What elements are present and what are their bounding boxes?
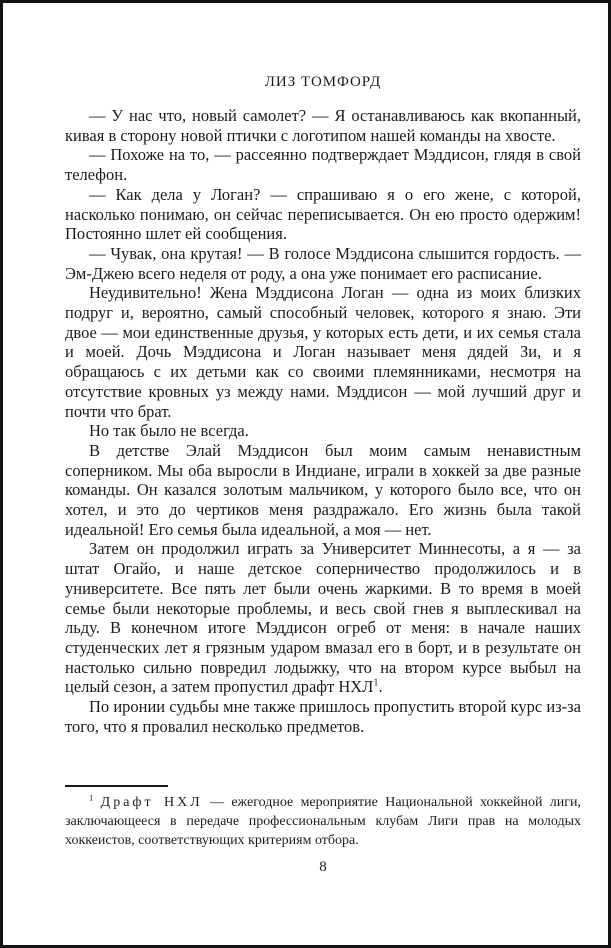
text-segment: — ежегодное мероприятие Национальной хоккейной лиги, заключающееся в передаче профессиональным клубам Лиги прав на молодых хоккеистов, соответствующих критериям отбора. (65, 795, 581, 848)
text-segment: — Как дела у Логан? — спрашиваю я о его жене, с которой, насколько понимаю, он сейчас переписывается. Он ею просто одержим! Постоянно шлет ей сообщения. (65, 184, 581, 244)
paragraph (65, 539, 581, 697)
text-segment: Затем он продолжил играть за Университет Миннесоты, а я — за штат Огайо, и наше детское соперничество продолжилось и в университете. Все пять лет были очень жаркими. В то время в моей семье были некоторые проблемы, и весь свой гнев я выплескивал на льду. В конечном итоге Мэддисон огреб от меня: в начале наших студенческих лет я грязным ударом вмазал его в борт, и в результате он настолько сильно повредил лодыжку, что на втором курсе выбыл на целый сезон, а затем пропустил драфт НХЛ (65, 539, 581, 697)
footnote-marker: 1 (373, 677, 379, 689)
paragraph (65, 244, 581, 283)
footnote-separator (65, 785, 168, 787)
text-segment: . (378, 677, 383, 697)
page-number: 8 (319, 859, 327, 875)
text-segment (93, 795, 100, 810)
body-text (65, 106, 581, 737)
paragraph (65, 145, 581, 184)
paragraph (65, 185, 581, 244)
text-segment: — Чувак, она крутая! — В голосе Мэддисона слышится гордость. — Эм-Джею всего неделя от роду, а она уже понимает его расписание. (65, 243, 581, 283)
paragraph (65, 106, 581, 145)
text-segment: Неудивительно! Жена Мэддисона Логан — одна из моих близких подруг и, вероятно, самый способный человек, которого я знаю. Эти двое — мои единственные друзья, у которых есть дети, и их семья стала и моей. Дочь Мэддисона и Логан называет меня дядей Зи, и я обращаюсь с их детьми как со своими племянниками, несмотря на отсутствие кровных уз между нами. Мэддисон — мой лучший друг и почти что брат. (65, 283, 581, 421)
paragraph (65, 697, 581, 736)
footnote (65, 793, 581, 850)
text-segment: — У нас что, новый самолет? — Я останавливаюсь как вкопанный, кивая в сторону новой птички с логотипом нашей команды на хвосте. (65, 106, 581, 145)
footnote-marker: 1 (89, 792, 94, 803)
paragraph (65, 793, 581, 850)
text-segment: По иронии судьбы мне также пришлось пропустить второй курс из-за того, что я провалил несколько предметов. (65, 697, 581, 736)
paragraph (65, 421, 581, 441)
text-segment: В детстве Элай Мэддисон был моим самым ненавистным соперником. Мы оба выросли в Индиане, играли в хоккей за две разные команды. Он казался золотым мальчиком, у которого было все, что он хотел, и это до чертиков меня раздражало. Его жизнь была такой идеальной! Его семья была идеальной, а моя — нет. (65, 440, 581, 539)
running-title: ЛИЗ ТОМФОРД (264, 74, 382, 90)
text-segment: Но так было не всегда. (89, 421, 249, 441)
text-segment: — Похоже на то, — рассеянно подтверждает Мэддисон, глядя в свой телефон. (65, 145, 581, 185)
paragraph (65, 441, 581, 540)
text-segment: Драфт НХЛ (100, 795, 203, 810)
paragraph (65, 283, 581, 421)
